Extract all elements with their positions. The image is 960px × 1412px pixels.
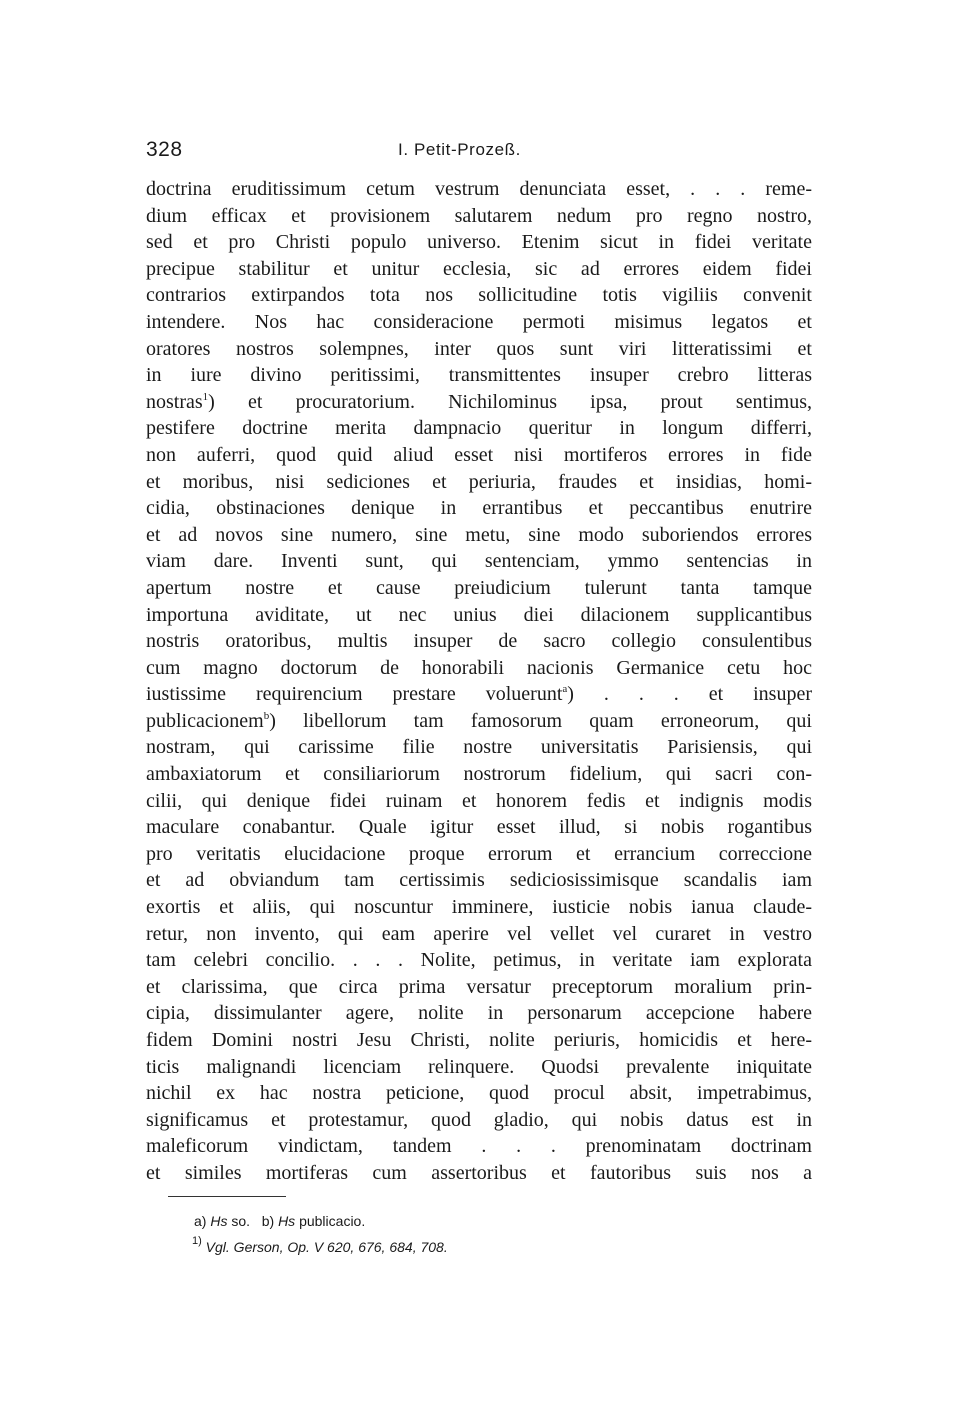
text-line: precipue stabilitur et unitur ecclesia, sic ad errores eidem fidei	[146, 257, 812, 280]
text-line: cilii, qui denique fidei ruinam et honorem fedis et indignis modis	[146, 789, 812, 812]
text-line: in iure divino peritissimi, transmittentes insuper crebro litteras	[146, 364, 812, 387]
text-line: iustissime requirencium prestare voluerunt$^a$) . . . et insuper	[146, 683, 812, 706]
body-text	[146, 176, 812, 1187]
footnote-b-label: b)	[261, 1213, 275, 1229]
text-line: exortis et aliis, qui noscuntur imminere, iusticie nobis ianua claude-	[146, 896, 812, 919]
text-line: pestifere doctrine merita dampnacio queritur in longum differri,	[146, 417, 812, 440]
text-line: non auferri, quod quid aliud esset nisi mortiferos errores in fide	[146, 443, 812, 466]
footnote-variants	[194, 1208, 754, 1234]
text-line: viam dare. Inventi sunt, qui sentenciam, ymmo sentencias in	[146, 550, 812, 573]
footnote-marker: a	[562, 683, 568, 696]
footnote-1	[192, 1234, 754, 1260]
text-line: maculare conabantur. Quale igitur esset illud, si nobis rogantibus	[146, 816, 812, 839]
text-line: maleficorum vindictam, tandem . . . prenominatam doctrinam	[146, 1135, 812, 1158]
text-line: cidia, obstinaciones denique in errantibus et peccantibus enutrire	[146, 497, 812, 520]
text-line: et ad obviandum tam certissimis sediciosissimisque scandalis iam	[146, 869, 812, 892]
text-line: et ad novos sine numero, sine metu, sine modo suboriendos errores	[146, 523, 812, 546]
text-line: nichil ex hac nostra peticione, quod procul absit, impetrabimus,	[146, 1082, 812, 1105]
footnote-marker: 1	[202, 390, 209, 403]
running-header	[146, 138, 812, 168]
footnote-a-text: so.	[231, 1213, 251, 1229]
text-line: cum magno doctorum de honorabili nacionis Germanice cetu hoc	[146, 656, 812, 679]
text-line: fidem Domini nostri Jesu Christi, nolite periuris, homicidis et here-	[146, 1029, 812, 1051]
text-line: tam celebri concilio. . . . Nolite, petimus, in veritate iam explorata	[146, 949, 812, 972]
text-line: et moribus, nisi sediciones et periuria, fraudes et insidias, homi-	[146, 470, 812, 493]
text-line: oratores nostros solempnes, inter quos sunt viri litteratissimi et	[146, 337, 812, 360]
text-line: importuna aviditate, ut nec unius diei dilacionem supplicantibus	[146, 603, 812, 626]
page-number: 328	[146, 138, 183, 161]
text-line: et similes mortiferas cum assertoribus et fautoribus suis nos a	[146, 1161, 812, 1184]
text-line: apertum nostre et cause preiudicium tulerunt tanta tamque	[146, 576, 812, 599]
text-line: significamus et protestamur, quod gladio, qui nobis datus est in	[146, 1108, 812, 1131]
running-title: I. Petit-Prozeß.	[398, 140, 521, 159]
footnote-marker: b	[263, 709, 270, 722]
text-line: nostram, qui carissime filie nostre universitatis Parisiensis, qui	[146, 736, 812, 759]
footnote-a-italic: Hs	[210, 1213, 228, 1229]
text-line: et clarissima, que circa prima versatur preceptorum moralium prin-	[146, 975, 812, 998]
text-line: nostras$^1$) et procuratorium. Nichilominus ipsa, prout sentimus,	[146, 390, 812, 413]
text-line: ambaxiatorum et consiliariorum nostrorum fidelium, qui sacri con-	[146, 763, 812, 786]
footnote-a-label: a)	[194, 1213, 207, 1229]
text-line: publicacionem$^b$) libellorum tam famosorum quam erroneorum, qui	[146, 709, 812, 732]
footnote-1-label: 1)	[192, 1235, 202, 1247]
text-line: intendere. Nos hac consideracione permoti misimus legatos et	[146, 310, 812, 333]
text-line: pro veritatis elucidacione proque errorum et errancium correccione	[146, 842, 812, 865]
text-line: cipia, dissimulanter agere, nolite in personarum accepcione habere	[146, 1002, 812, 1025]
text-line: sed et pro Christi populo universo. Etenim sicut in fidei veritate	[146, 231, 812, 254]
footnote-b-text: publicacio.	[299, 1213, 366, 1229]
text-line: contrarios extirpandos tota nos sollicitudine totis vigiliis convenit	[146, 284, 812, 307]
text-line: retur, non invento, qui eam aperire vel vellet vel curaret in vestro	[146, 922, 812, 945]
footnote-rule	[168, 1196, 286, 1197]
text-line: nostris oratoribus, multis insuper de sacro collegio consulentibus	[146, 630, 812, 653]
footnote-1-text: Vgl. Gerson, Op. V 620, 676, 684, 708.	[205, 1239, 448, 1255]
text-line: ticis malignandi licenciam relinquere. Quodsi prevalente iniquitate	[146, 1055, 812, 1078]
text-line: doctrina eruditissimum cetum vestrum denunciata esset, . . . reme-	[146, 178, 812, 200]
footnote-b-italic: Hs	[278, 1213, 296, 1229]
text-line: dium efficax et provisionem salutarem nedum pro regno nostro,	[146, 204, 812, 227]
footnotes	[194, 1208, 754, 1260]
